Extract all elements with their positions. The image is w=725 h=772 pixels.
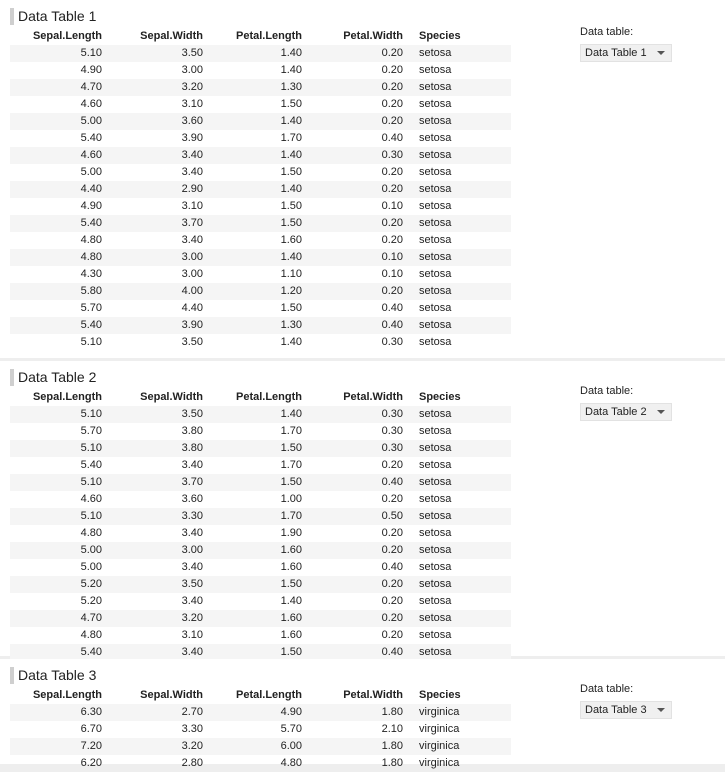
table-cell: 0.20	[381, 578, 403, 590]
table-cell: 0.20	[381, 544, 403, 556]
table-cell: 0.20	[381, 98, 403, 110]
table-cell: 4.70	[80, 612, 102, 624]
table-cell: 1.60	[280, 544, 302, 556]
table-cell: 5.20	[80, 595, 102, 607]
table-row	[10, 266, 511, 283]
table-row	[10, 45, 511, 62]
table-cell: 1.00	[280, 493, 302, 505]
table-cell: 3.50	[181, 578, 203, 590]
table-cell: 5.10	[80, 510, 102, 522]
table-cell: 5.70	[80, 425, 102, 437]
table-cell: 0.40	[381, 319, 403, 331]
table-cell: 0.40	[381, 476, 403, 488]
table-cell: 1.40	[280, 408, 302, 420]
table-cell: 3.40	[181, 646, 203, 658]
table-cell: 6.70	[80, 723, 102, 735]
table-cell: setosa	[419, 493, 452, 505]
table-row	[10, 508, 511, 525]
column-header[interactable]: Petal.Width	[343, 391, 403, 403]
table-cell: 5.70	[80, 302, 102, 314]
table-cell: setosa	[419, 544, 452, 556]
column-header[interactable]: Sepal.Length	[32, 391, 102, 403]
data-table-panel-2	[0, 361, 725, 656]
table-cell: 1.40	[280, 183, 302, 195]
column-header[interactable]: Sepal.Width	[140, 30, 203, 42]
table-cell: 0.20	[381, 166, 403, 178]
table-cell: 3.30	[181, 723, 203, 735]
table-cell: setosa	[419, 510, 452, 522]
table-row	[10, 406, 511, 423]
table-cell: 0.20	[381, 629, 403, 641]
table-cell: setosa	[419, 408, 452, 420]
table-cell: setosa	[419, 200, 452, 212]
table-cell: 4.00	[181, 285, 203, 297]
table-cell: 1.40	[280, 595, 302, 607]
table-row	[10, 525, 511, 542]
table-cell: 3.10	[181, 98, 203, 110]
table-cell: 4.30	[80, 268, 102, 280]
table-cell: 3.40	[181, 149, 203, 161]
table-cell: 0.20	[381, 183, 403, 195]
table-cell: setosa	[419, 442, 452, 454]
table-cell: 3.10	[181, 200, 203, 212]
table-cell: 0.20	[381, 493, 403, 505]
table-cell: 3.60	[181, 493, 203, 505]
table-cell: 3.80	[181, 425, 203, 437]
table-cell: 5.10	[80, 408, 102, 420]
table-row	[10, 491, 511, 508]
table-cell: 0.10	[381, 200, 403, 212]
table-cell: 5.80	[80, 285, 102, 297]
table-cell: 1.40	[280, 115, 302, 127]
table-cell: 1.50	[280, 442, 302, 454]
table-cell: 4.60	[80, 493, 102, 505]
column-header[interactable]: Sepal.Width	[140, 689, 203, 701]
table-cell: 5.00	[80, 166, 102, 178]
panel-title: Data Table 1	[10, 8, 96, 25]
table-row	[10, 593, 511, 610]
table-cell: 5.00	[80, 544, 102, 556]
table-row	[10, 334, 511, 351]
table-row	[10, 62, 511, 79]
table-cell: 5.40	[80, 217, 102, 229]
table-cell: 5.10	[80, 336, 102, 348]
table-cell: 3.40	[181, 527, 203, 539]
table-row	[10, 559, 511, 576]
table-cell: setosa	[419, 115, 452, 127]
table-cell: 6.00	[280, 740, 302, 752]
table-row	[10, 440, 511, 457]
column-header[interactable]: Species	[419, 30, 461, 42]
column-header[interactable]: Sepal.Width	[140, 391, 203, 403]
table-cell: setosa	[419, 251, 452, 263]
table-cell: 1.30	[280, 81, 302, 93]
table-cell: setosa	[419, 285, 452, 297]
column-header[interactable]: Species	[419, 391, 461, 403]
table-cell: 0.20	[381, 217, 403, 229]
table-cell: 3.20	[181, 612, 203, 624]
table-cell: 3.40	[181, 459, 203, 471]
table-cell: setosa	[419, 612, 452, 624]
table-cell: 5.10	[80, 442, 102, 454]
table-cell: virginica	[419, 740, 460, 752]
table-cell: 0.10	[381, 251, 403, 263]
table-cell: 5.40	[80, 459, 102, 471]
table-cell: 0.20	[381, 81, 403, 93]
data-table-control	[580, 26, 672, 62]
table-cell: 3.10	[181, 629, 203, 641]
table-row	[10, 96, 511, 113]
table-row	[10, 576, 511, 593]
table-cell: setosa	[419, 183, 452, 195]
table-cell: 1.80	[381, 706, 403, 718]
table-cell: setosa	[419, 64, 452, 76]
table-row	[10, 542, 511, 559]
table-cell: 0.40	[381, 646, 403, 658]
table-cell: setosa	[419, 425, 452, 437]
data-table-dropdown[interactable]	[580, 701, 672, 719]
table-cell: 3.90	[181, 132, 203, 144]
table-cell: 4.80	[280, 757, 302, 769]
table-row	[10, 164, 511, 181]
table-cell: 1.60	[280, 612, 302, 624]
data-table-control	[580, 683, 672, 719]
column-header[interactable]: Petal.Length	[235, 391, 302, 403]
table-cell: setosa	[419, 459, 452, 471]
panel-title: Data Table 2	[10, 369, 96, 386]
table-row	[10, 317, 511, 334]
table-cell: 3.40	[181, 166, 203, 178]
table-cell: 4.90	[80, 200, 102, 212]
table-cell: 0.20	[381, 64, 403, 76]
column-header[interactable]: Species	[419, 689, 461, 701]
table-cell: 1.50	[280, 302, 302, 314]
data-table-panel-3	[0, 659, 725, 769]
table-cell: 1.40	[280, 149, 302, 161]
table-cell: 3.00	[181, 64, 203, 76]
table-header-row	[10, 28, 511, 45]
table-cell: 4.60	[80, 98, 102, 110]
table-cell: virginica	[419, 706, 460, 718]
table-cell: 3.60	[181, 115, 203, 127]
table-cell: 1.60	[280, 234, 302, 246]
table-cell: setosa	[419, 98, 452, 110]
table-cell: 3.40	[181, 561, 203, 573]
table-row	[10, 232, 511, 249]
table-cell: 1.60	[280, 561, 302, 573]
table-cell: 3.50	[181, 336, 203, 348]
table-cell: 4.70	[80, 81, 102, 93]
table-cell: 5.40	[80, 319, 102, 331]
table-cell: 5.00	[80, 115, 102, 127]
table-cell: 0.20	[381, 595, 403, 607]
table-cell: 0.30	[381, 442, 403, 454]
table-cell: 0.20	[381, 234, 403, 246]
table-cell: 3.70	[181, 217, 203, 229]
table-cell: setosa	[419, 81, 452, 93]
table-cell: 1.50	[280, 646, 302, 658]
table-row	[10, 423, 511, 440]
table-cell: setosa	[419, 527, 452, 539]
table-header-row	[10, 389, 511, 406]
table-row	[10, 300, 511, 317]
data-table-label: Data table:	[580, 385, 634, 397]
table-cell: 0.20	[381, 459, 403, 471]
table-cell: 5.00	[80, 561, 102, 573]
table-cell: 5.70	[280, 723, 302, 735]
table-cell: 3.20	[181, 740, 203, 752]
data-table-dropdown[interactable]	[580, 403, 672, 421]
table-cell: 0.50	[381, 510, 403, 522]
table-cell: 2.10	[381, 723, 403, 735]
table-cell: 1.50	[280, 217, 302, 229]
table-cell: 0.30	[381, 149, 403, 161]
table-row	[10, 457, 511, 474]
table-row	[10, 79, 511, 96]
panel-title: Data Table 3	[10, 667, 96, 684]
table-row	[10, 738, 511, 755]
table-row	[10, 283, 511, 300]
table-cell: 3.50	[181, 408, 203, 420]
table-row	[10, 704, 511, 721]
table-cell: 3.90	[181, 319, 203, 331]
table-cell: 3.30	[181, 510, 203, 522]
table-cell: setosa	[419, 646, 452, 658]
data-table-panel-1	[0, 0, 725, 358]
table-row	[10, 215, 511, 232]
table-cell: 1.50	[280, 578, 302, 590]
table-cell: 0.20	[381, 527, 403, 539]
column-header[interactable]: Petal.Width	[343, 30, 403, 42]
table-cell: 2.80	[181, 757, 203, 769]
table-cell: setosa	[419, 47, 452, 59]
table-cell: 0.30	[381, 408, 403, 420]
table-cell: 1.70	[280, 132, 302, 144]
table-cell: 1.50	[280, 476, 302, 488]
table-cell: setosa	[419, 149, 452, 161]
table-cell: 3.20	[181, 81, 203, 93]
table-cell: 3.00	[181, 268, 203, 280]
table-cell: 3.40	[181, 595, 203, 607]
column-header[interactable]: Sepal.Length	[32, 30, 102, 42]
table-header-row	[10, 687, 511, 704]
table-cell: 1.20	[280, 285, 302, 297]
table-cell: 1.40	[280, 336, 302, 348]
table-cell: 3.70	[181, 476, 203, 488]
table-cell: 0.40	[381, 561, 403, 573]
table-cell: 1.40	[280, 64, 302, 76]
table-cell: 7.20	[80, 740, 102, 752]
table-cell: setosa	[419, 166, 452, 178]
table-cell: setosa	[419, 268, 452, 280]
table-cell: 1.70	[280, 510, 302, 522]
table-cell: setosa	[419, 595, 452, 607]
data-table-label: Data table:	[580, 683, 634, 695]
table-cell: setosa	[419, 629, 452, 641]
table-cell: 1.40	[280, 251, 302, 263]
data-table[interactable]	[10, 389, 511, 658]
table-cell: 1.10	[280, 268, 302, 280]
table-cell: 6.20	[80, 757, 102, 769]
dropdown-selected-value: Data Table 2	[585, 406, 647, 418]
table-cell: virginica	[419, 757, 460, 769]
caret-down-icon	[657, 410, 665, 414]
table-cell: 1.30	[280, 319, 302, 331]
table-cell: 0.20	[381, 115, 403, 127]
table-cell: 4.80	[80, 234, 102, 246]
table-cell: 4.90	[80, 64, 102, 76]
table-cell: 5.10	[80, 47, 102, 59]
column-header[interactable]: Sepal.Length	[32, 689, 102, 701]
table-cell: setosa	[419, 234, 452, 246]
table-cell: 1.70	[280, 425, 302, 437]
table-cell: 3.80	[181, 442, 203, 454]
caret-down-icon	[657, 51, 665, 55]
table-cell: 4.60	[80, 149, 102, 161]
dropdown-selected-value: Data Table 3	[585, 704, 647, 716]
table-cell: 5.40	[80, 132, 102, 144]
table-cell: 1.90	[280, 527, 302, 539]
table-cell: 2.70	[181, 706, 203, 718]
table-cell: 5.40	[80, 646, 102, 658]
table-cell: virginica	[419, 723, 460, 735]
table-row	[10, 147, 511, 164]
column-header[interactable]: Petal.Width	[343, 689, 403, 701]
table-cell: 0.20	[381, 285, 403, 297]
caret-down-icon	[657, 708, 665, 712]
table-cell: 0.20	[381, 47, 403, 59]
table-row	[10, 249, 511, 266]
table-cell: 1.80	[381, 757, 403, 769]
data-table-label: Data table:	[580, 26, 634, 38]
data-table[interactable]	[10, 28, 511, 352]
table-cell: 2.90	[181, 183, 203, 195]
table-cell: setosa	[419, 319, 452, 331]
table-row	[10, 721, 511, 738]
table-row	[10, 610, 511, 627]
table-cell: 0.30	[381, 425, 403, 437]
table-cell: 1.80	[381, 740, 403, 752]
table-row	[10, 474, 511, 491]
table-cell: 0.40	[381, 302, 403, 314]
table-cell: 3.40	[181, 234, 203, 246]
table-cell: 4.80	[80, 527, 102, 539]
table-cell: 1.50	[280, 166, 302, 178]
data-table[interactable]	[10, 687, 511, 769]
table-cell: setosa	[419, 578, 452, 590]
table-cell: 6.30	[80, 706, 102, 718]
table-cell: 1.40	[280, 47, 302, 59]
table-cell: setosa	[419, 336, 452, 348]
table-cell: setosa	[419, 132, 452, 144]
table-cell: 1.60	[280, 629, 302, 641]
table-cell: 0.10	[381, 268, 403, 280]
table-row	[10, 130, 511, 147]
table-cell: 0.40	[381, 132, 403, 144]
table-cell: 0.20	[381, 612, 403, 624]
table-cell: 4.40	[80, 183, 102, 195]
table-row	[10, 627, 511, 644]
table-cell: setosa	[419, 476, 452, 488]
table-row	[10, 198, 511, 215]
column-header[interactable]: Petal.Length	[235, 30, 302, 42]
table-cell: 1.50	[280, 200, 302, 212]
table-cell: 3.00	[181, 251, 203, 263]
table-cell: 3.00	[181, 544, 203, 556]
dropdown-selected-value: Data Table 1	[585, 47, 647, 59]
data-table-control	[580, 385, 672, 421]
table-cell: 5.10	[80, 476, 102, 488]
table-cell: 4.90	[280, 706, 302, 718]
table-cell: 5.20	[80, 578, 102, 590]
table-cell: setosa	[419, 561, 452, 573]
table-row	[10, 113, 511, 130]
table-cell: 0.30	[381, 336, 403, 348]
table-cell: 3.50	[181, 47, 203, 59]
table-cell: setosa	[419, 217, 452, 229]
table-cell: 1.70	[280, 459, 302, 471]
table-cell: setosa	[419, 302, 452, 314]
column-header[interactable]: Petal.Length	[235, 689, 302, 701]
table-cell: 4.40	[181, 302, 203, 314]
table-row	[10, 181, 511, 198]
table-row	[10, 755, 511, 772]
table-cell: 4.80	[80, 629, 102, 641]
table-cell: 4.80	[80, 251, 102, 263]
table-cell: 1.50	[280, 98, 302, 110]
data-table-dropdown[interactable]	[580, 44, 672, 62]
